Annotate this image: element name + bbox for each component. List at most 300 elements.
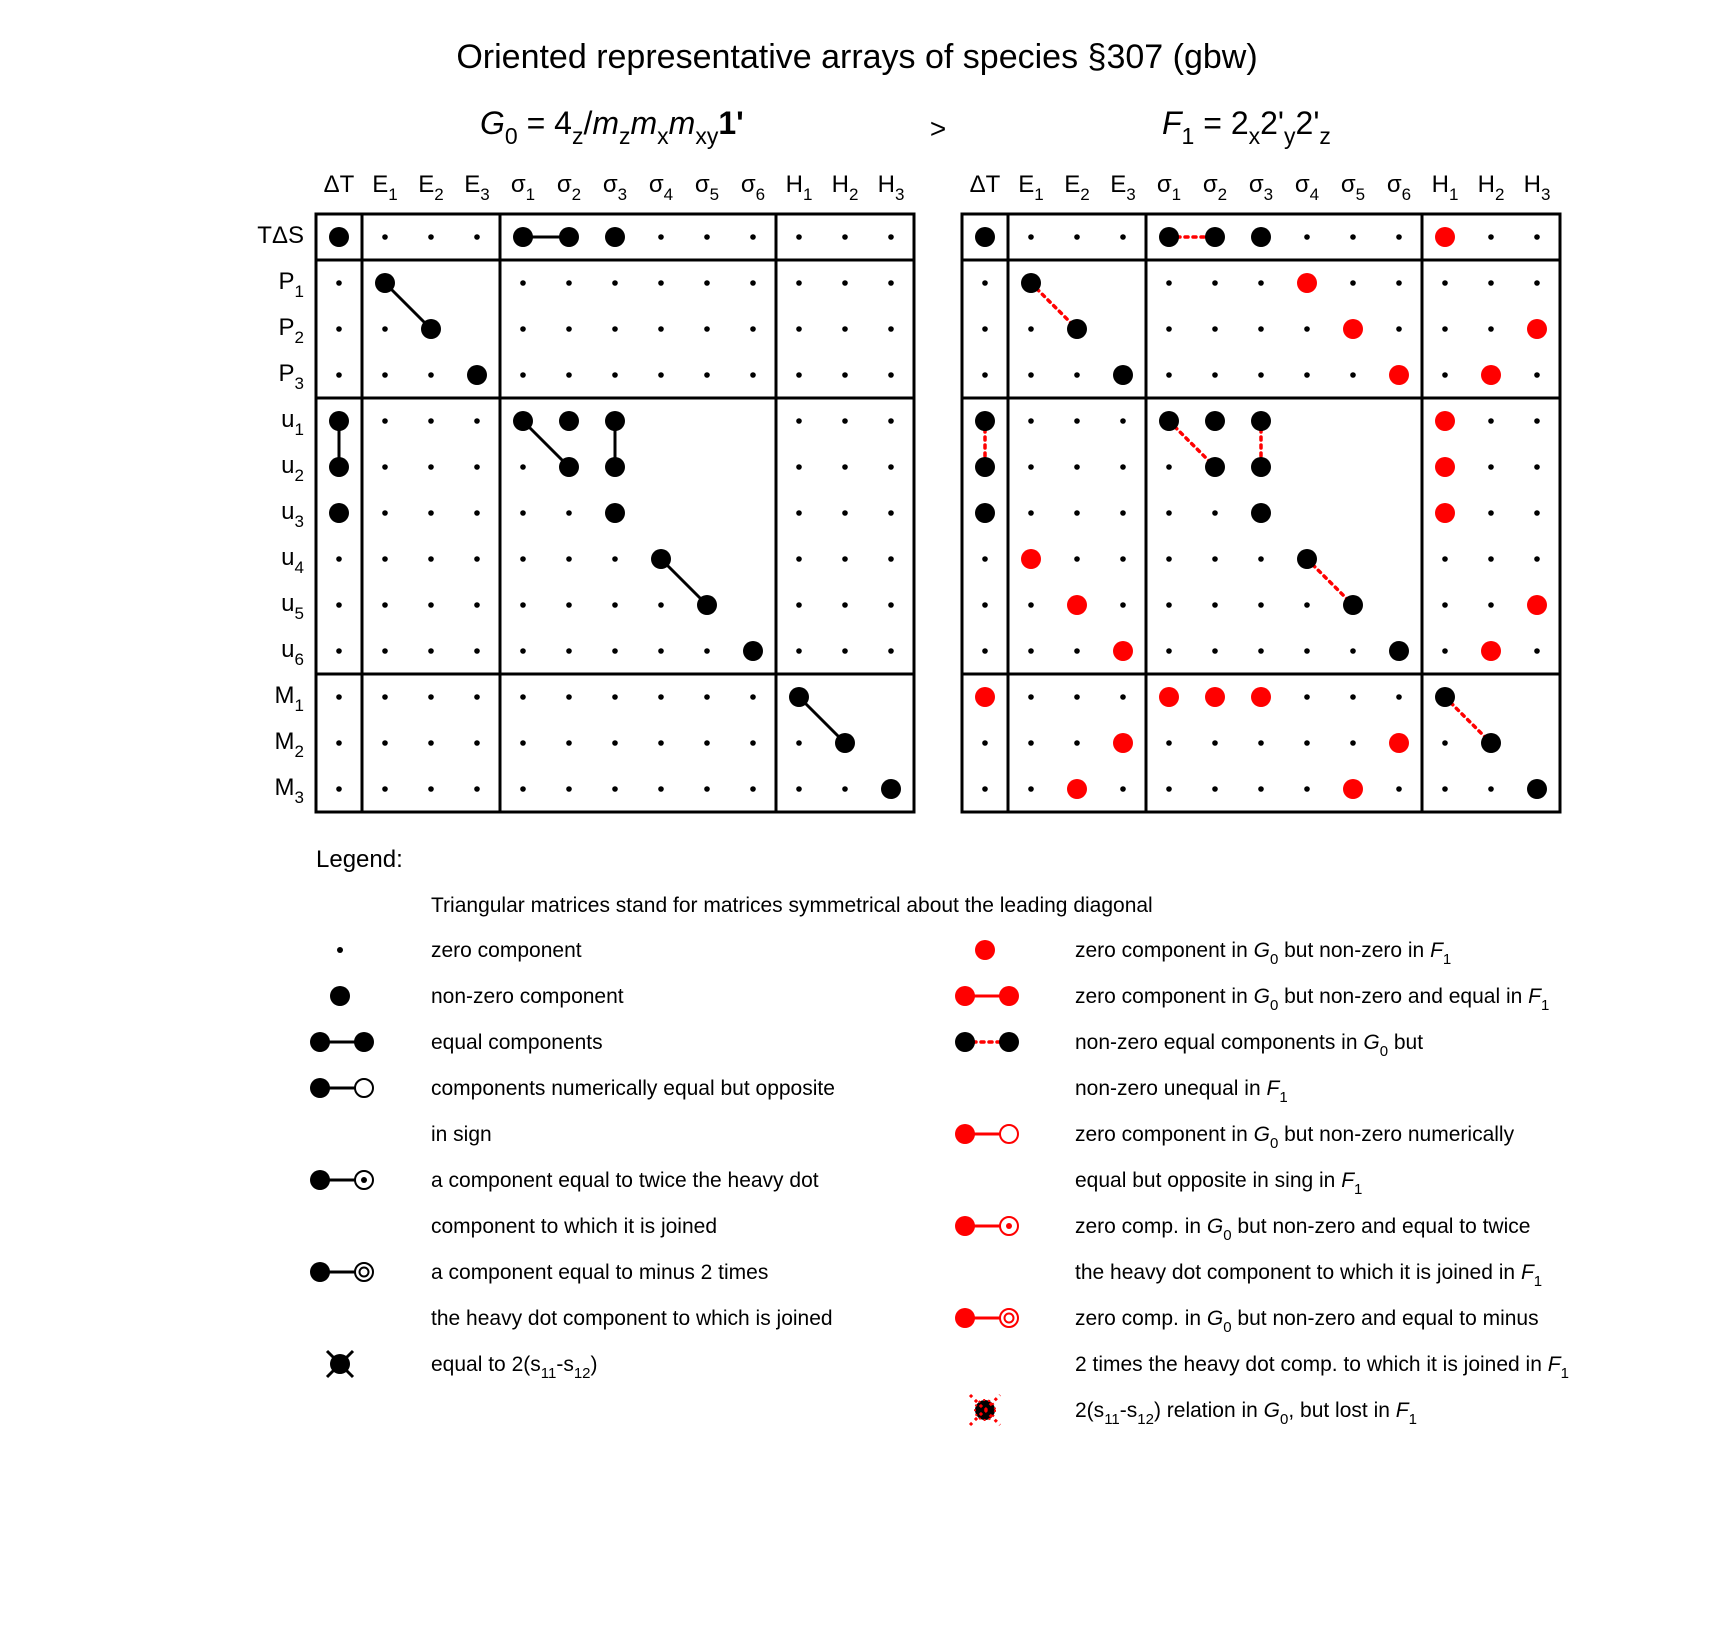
non-zero-component-dot [1435,687,1455,707]
zero-component-dot [382,464,388,470]
zero-component-dot [1534,648,1540,654]
text-span: P [278,360,295,387]
f1-column-label [1064,171,1089,204]
zero-component-dot [658,602,664,608]
text-span: ΔT [969,171,1001,198]
row-label [281,452,304,485]
zero-component-dot [1304,602,1310,608]
zero-component-dot [658,234,664,240]
f1-heading-text [1162,105,1331,149]
zero-component-dot [982,556,988,562]
zero-component-dot [1120,234,1126,240]
zero-component-dot [1028,648,1034,654]
text-span: 0 [1223,1227,1232,1244]
legend-entry-text [1075,1353,1569,1382]
zero-component-dot [658,694,664,700]
zero-component-dot [428,602,434,608]
non-zero-component-dot [789,687,809,707]
non-zero-component-dot [1251,411,1271,431]
text-span: 12 [573,1365,591,1382]
zero-component-dot [1488,786,1494,792]
zero-component-dot [566,326,572,332]
text-span: 1' [718,105,744,141]
zero-component-dot [1442,740,1448,746]
text-span: 1 [1354,1181,1363,1198]
non-zero-component-dot [1113,365,1133,385]
legend-entry-text [1075,1399,1417,1428]
zero-component-dot [1488,602,1494,608]
text-span: F [1528,985,1541,1008]
g0-heading-text [480,105,744,149]
zero-component-dot [428,234,434,240]
zero-component-dot [750,372,756,378]
zero-component-dot [1304,234,1310,240]
text-span: 12 [1137,1411,1154,1428]
text-span: 0 [1269,951,1279,968]
text-span: 0 [1379,1043,1389,1060]
zero-component-dot [382,510,388,516]
zero-component-dot [382,556,388,562]
zero-component-dot [1166,602,1172,608]
non-zero-component-dot [421,319,441,339]
text-span: 1 [294,282,304,301]
zero-component-dot [1488,464,1494,470]
legend-entry-text [1075,1169,1362,1198]
non-zero-component-dot [329,227,349,247]
text-span: F [1162,105,1182,141]
zero-component-dot [382,602,388,608]
symbol-left-dot [310,1170,330,1190]
text-span: 2 [434,185,444,204]
text-span: non-zero equal components in [1075,1031,1364,1054]
non-zero-component-dot [1159,227,1179,247]
row-label [281,498,304,531]
text-span: the heavy dot component to which it is joined in [1075,1261,1521,1284]
zero-component-dot [612,648,618,654]
zero-component-dot [704,280,710,286]
zero-component-dot [1120,510,1126,516]
zero-component-dot [982,648,988,654]
text-span: 4 [663,185,674,204]
zero-component-dot [1074,234,1080,240]
zero-component-dot [612,372,618,378]
zero-component-dot [520,372,526,378]
zero-component-dot [474,602,480,608]
text-span: σ [648,171,664,198]
g0-column-label [557,171,581,204]
zero-component-dot [704,234,710,240]
zero-component-dot [750,786,756,792]
text-span: m [668,105,696,141]
text-span: σ [740,171,756,198]
zero-component-dot [1074,464,1080,470]
zero-component-dot [382,694,388,700]
text-span: 1 [1279,1089,1288,1106]
text-span: σ [1202,171,1218,198]
zero-component-dot [1396,234,1402,240]
text-span: TΔS [257,222,304,249]
text-span: 3 [480,185,490,204]
row-label [275,774,304,807]
text-span: 1 [294,420,304,439]
non-zero-component-dot [975,411,995,431]
symbol-center-dot [1006,1223,1012,1229]
legend-entry-text [1075,1031,1423,1060]
text-span: = 2 [1194,105,1249,141]
text-span: 2 [294,466,304,485]
zero-component-dot [1258,740,1264,746]
text-span: but non-zero numerically [1278,1123,1515,1146]
text-span: E [372,171,389,198]
non-zero-component-dot [605,227,625,247]
text-span: G [1206,1307,1224,1330]
zero-component-dot [750,234,756,240]
zero-component-dot [612,556,618,562]
zero-component-dot [704,326,710,332]
row-label [281,636,304,669]
heavy-dot-icon [330,986,350,1006]
red-component-dot [1435,503,1455,523]
zero-component-dot [1442,648,1448,654]
zero-component-dot [1212,786,1218,792]
zero-component-dot [1442,602,1448,608]
zero-component-dot [612,280,618,286]
text-span: u [281,406,295,433]
zero-component-dot [1028,786,1034,792]
zero-component-dot [566,648,572,654]
text-span: 2 [294,328,304,347]
zero-component-dot [428,510,434,516]
zero-component-dot [1396,694,1402,700]
legend-title: Legend: [316,846,403,873]
zero-component-dot [982,602,988,608]
red-component-dot [975,687,995,707]
zero-component-dot [612,694,618,700]
non-zero-component-dot [329,457,349,477]
zero-component-dot [1212,372,1218,378]
text-span: 11 [1104,1411,1120,1428]
non-zero-component-dot [1067,319,1087,339]
red-component-dot [1067,779,1087,799]
red-component-dot [1113,641,1133,661]
symbol-left-dot [955,1124,975,1144]
zero-component-dot [1488,418,1494,424]
legend-entry-text [431,939,582,962]
zero-component-dot [520,464,526,470]
red-component-dot [1481,641,1501,661]
non-zero-component-dot [559,411,579,431]
text-span: 5 [294,604,304,623]
zero-component-dot [1074,648,1080,654]
non-zero-component-dot [697,595,717,615]
zero-component-dot [1534,464,1540,470]
text-span: a component equal to minus 2 times [431,1261,769,1284]
text-span: G [480,105,505,141]
symbol-open-circle [1000,1125,1018,1143]
zero-component-dot [336,786,342,792]
zero-component-dot [888,372,894,378]
text-span: y [1284,123,1296,149]
g0-column-label [511,171,535,204]
zero-component-dot [1396,786,1402,792]
zero-component-dot [474,556,480,562]
symbol-left-dot [955,1216,975,1236]
legend-entry-text [431,985,624,1008]
zero-component-dot [520,556,526,562]
non-zero-component-dot [513,227,533,247]
zero-component-dot [336,326,342,332]
zero-component-dot [520,280,526,286]
zero-component-dot [474,694,480,700]
text-span: G [1253,939,1270,962]
relation-symbol: > [929,113,947,144]
text-span: H [831,171,849,198]
zero-component-dot [474,648,480,654]
zero-component-dot [520,510,526,516]
text-span: 1 [1560,1365,1569,1382]
text-span: equal but opposite in sing in [1075,1169,1342,1192]
zero-component-dot [566,510,572,516]
text-span: but [1388,1031,1424,1054]
zero-component-dot [1350,280,1356,286]
zero-component-dot [566,556,572,562]
text-span: zero component [431,939,582,962]
legend-entry-text [1075,1123,1515,1152]
zero-component-dot [796,280,802,286]
symbol-right-dot [999,986,1019,1006]
zero-component-dot [1488,510,1494,516]
text-span: H [1431,171,1449,198]
zero-component-dot [1258,326,1264,332]
row-label [275,682,304,715]
zero-component-dot [1028,602,1034,608]
red-component-dot [1021,549,1041,569]
symbol-left-dot [310,1078,330,1098]
zero-component-dot [566,280,572,286]
g0-column-label [324,171,355,198]
zero-component-dot [1028,464,1034,470]
text-span: H [785,171,803,198]
non-zero-component-dot [605,411,625,431]
zero-component-dot [336,556,342,562]
zero-component-dot [474,234,480,240]
zero-component-dot [1442,786,1448,792]
zero-component-dot [612,786,618,792]
zero-component-dot [842,786,848,792]
zero-component-dot [520,740,526,746]
g0-column-label [786,171,813,204]
row-label [281,590,304,623]
text-span: 1 [388,185,398,204]
zero-component-dot [612,740,618,746]
legend-entry-text [431,1123,492,1146]
zero-component-dot [1258,602,1264,608]
non-zero-component-dot [1481,733,1501,753]
non-zero-component-dot [1297,549,1317,569]
g0-column-label [832,171,859,204]
text-span: E [464,171,481,198]
zero-component-dot [336,694,342,700]
text-span: E [418,171,435,198]
legend-entry-text [431,1261,768,1284]
zero-component-dot [1120,418,1126,424]
zero-component-dot [888,648,894,654]
zero-component-dot [1212,556,1218,562]
non-zero-component-dot [375,273,395,293]
text-span: ΔT [323,171,355,198]
text-span: E [1110,171,1127,198]
zero-component-dot [704,372,710,378]
g0-column-label [372,171,397,204]
zero-component-dot [982,740,988,746]
zero-component-dot [1258,648,1264,654]
legend-right-column [955,939,1569,1428]
red-component-dot [1389,733,1409,753]
zero-component-dot [842,418,848,424]
zero-component-dot [750,740,756,746]
zero-component-dot [428,372,434,378]
zero-component-dot [796,740,802,746]
text-span: 1 [294,696,304,715]
zero-component-dot [842,510,848,516]
zero-component-dot [474,418,480,424]
zero-component-dot [704,740,710,746]
text-span: 6 [755,185,766,204]
text-span: 1 [1181,123,1195,149]
zero-component-dot [1304,786,1310,792]
text-span: zero component in [1075,939,1254,962]
text-span: 11 [540,1365,557,1382]
non-zero-component-dot [651,549,671,569]
text-span: in sign [431,1123,492,1146]
zero-component-dot [1258,786,1264,792]
zero-component-dot [796,326,802,332]
text-span: 1 [1540,997,1550,1014]
text-span: F [1341,1169,1355,1192]
zero-component-dot [1166,372,1172,378]
text-span: 3 [294,512,304,531]
zero-component-dot [382,372,388,378]
zero-component-dot [1028,326,1034,332]
zero-component-dot [888,234,894,240]
zero-component-dot [520,694,526,700]
zero-component-dot [1166,786,1172,792]
zero-component-dot [658,786,664,792]
text-span: m [630,105,658,141]
text-span: the heavy dot component to which is joined [431,1307,833,1330]
zero-component-dot [1442,280,1448,286]
text-span: 1 [1408,1411,1417,1428]
text-span: 1 [1533,1273,1543,1290]
text-span: 4 [294,558,304,577]
zero-component-dot [1166,648,1172,654]
non-zero-component-dot [743,641,763,661]
text-span: z [1319,123,1331,149]
zero-component-dot [520,326,526,332]
text-span: non-zero unequal in [1075,1077,1267,1100]
legend-entry-text [431,1169,819,1192]
zero-component-dot [336,372,342,378]
text-span: x [657,123,669,149]
text-span: zero component in [1075,985,1254,1008]
zero-component-dot [612,602,618,608]
zero-component-dot [842,326,848,332]
zero-component-dot [842,372,848,378]
non-zero-component-dot [975,503,995,523]
zero-component-dot [1488,280,1494,286]
text-span: 3 [1263,185,1274,204]
text-span: σ [1248,171,1264,198]
zero-component-dot [382,326,388,332]
legend-left-column [310,939,835,1382]
zero-component-dot [336,648,342,654]
zero-component-dot [1028,694,1034,700]
zero-component-dot [1166,280,1172,286]
text-span: σ [1156,171,1172,198]
zero-component-dot [888,418,894,424]
text-span: equal to 2(s [431,1353,541,1376]
non-zero-component-dot [835,733,855,753]
small-dot-icon [337,947,343,953]
zero-component-dot [520,786,526,792]
f1-column-label [1249,171,1273,204]
right-matrix-f1 [962,171,1560,812]
zero-component-dot [1350,740,1356,746]
red-component-dot [1481,365,1501,385]
legend-entry-text [1075,985,1549,1014]
text-span: 0 [1269,997,1279,1014]
zero-component-dot [474,510,480,516]
text-span: 2 times the heavy dot comp. to which it is joined in [1075,1353,1548,1376]
legend-entry-text [431,1307,833,1330]
zero-component-dot [888,280,894,286]
text-span: 2 [1217,185,1228,204]
row-label [279,268,304,301]
zero-component-dot [1120,786,1126,792]
text-span: 2 [1080,185,1090,204]
zero-component-dot [1074,510,1080,516]
text-span: 0 [504,123,518,149]
g0-column-label [418,171,443,204]
text-span: 0 [1223,1319,1232,1336]
text-span: 2' [1260,105,1285,141]
zero-component-dot [382,234,388,240]
text-span: 2(s [1075,1399,1105,1422]
zero-component-dot [566,786,572,792]
zero-component-dot [474,740,480,746]
zero-component-dot [1120,602,1126,608]
text-span: H [1477,171,1495,198]
right-group-heading [1162,105,1331,149]
zero-component-dot [1166,326,1172,332]
zero-component-dot [982,280,988,286]
non-zero-component-dot [881,779,901,799]
text-span: M [274,682,295,709]
text-span: component to which it is joined [431,1215,717,1238]
text-span: σ [602,171,618,198]
text-span: a component equal to twice the heavy dot [431,1169,819,1192]
zero-component-dot [1212,510,1218,516]
symbol-left-dot [310,1262,330,1282]
zero-component-dot [1534,418,1540,424]
zero-component-dot [1396,280,1402,286]
g0-column-label [649,171,673,204]
zero-component-dot [704,786,710,792]
zero-component-dot [1074,556,1080,562]
zero-component-dot [796,510,802,516]
text-span: non-zero component [431,985,624,1008]
zero-component-dot [520,648,526,654]
